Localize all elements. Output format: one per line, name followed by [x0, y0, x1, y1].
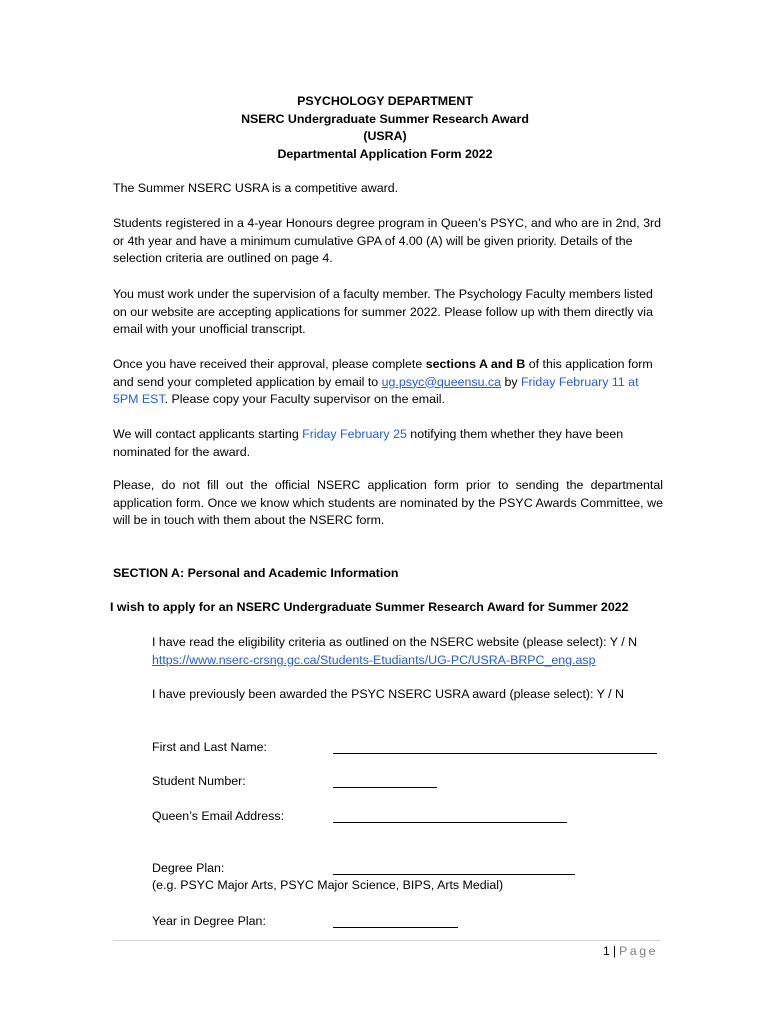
p4-text-b: of this application form and send your completed application by email to	[113, 357, 653, 389]
nserc-eligibility-link[interactable]: https://www.nserc-crsng.gc.ca/Students-Etudiants/UG-PC/USRA-BRPC_eng.asp	[152, 653, 596, 667]
footer-separator: |	[612, 944, 617, 958]
intro-paragraph-6: Please, do not fill out the official NSERC application form prior to sending the departmental application form. Once we know which students are nominated by the PSYC Awards Committee, we will be in touch with them about the NSERC form.	[113, 478, 663, 527]
form-heading	[0, 93, 770, 163]
name-label: First and Last Name:	[152, 740, 268, 754]
student-number-blank[interactable]	[333, 773, 437, 788]
department-title: PSYCHOLOGY DEPARTMENT	[297, 94, 473, 108]
intro-paragraph-4	[113, 356, 663, 409]
degree-plan-hint: (e.g. PSYC Major Arts, PSYC Major Science, BIPS, Arts Medial)	[152, 878, 504, 892]
p4-text-c: by	[501, 374, 521, 389]
year-label: Year in Degree Plan:	[152, 914, 266, 928]
email-label: Queen’s Email Address:	[152, 809, 285, 823]
intro-paragraph-5	[113, 426, 663, 461]
previous-award-question: I have previously been awarded the PSYC NSERC USRA award (please select): Y / N	[152, 687, 624, 701]
submission-email-link[interactable]: ug.psyc@queensu.ca	[381, 374, 501, 389]
footer-divider	[113, 940, 660, 941]
p4-text-d: . Please copy your Faculty supervisor on the email.	[164, 392, 445, 406]
page-footer	[603, 943, 658, 961]
email-blank[interactable]	[333, 808, 567, 823]
intro-paragraph-3: You must work under the supervision of a faculty member. The Psychology Faculty members listed on our website are accepting applications for summer 2022. Please follow up with them directly via email with your unofficial transcript.	[113, 287, 653, 336]
p4-text-a: Once you have received their approval, please complete	[113, 357, 426, 371]
award-acronym: (USRA)	[363, 129, 407, 144]
sections-highlight: sections A and B	[425, 357, 526, 371]
name-blank[interactable]	[333, 739, 657, 754]
page-number: 1	[602, 944, 610, 958]
p5-text-b: notifying them whether they have been nominated for the award.	[113, 427, 624, 459]
eligibility-question: I have read the eligibility criteria as outlined on the NSERC website (please select): Y / N	[152, 635, 638, 649]
intro-paragraph-2: Students registered in a 4-year Honours degree program in Queen’s PSYC, and who are in 2nd, 3rd or 4th year and have a minimum cumulative GPA of 4.00 (A) will be given priority. Details of the selection criteria are outlined on page 4.	[113, 216, 662, 265]
award-title: NSERC Undergraduate Summer Research Award	[241, 111, 529, 126]
form-title: Departmental Application Form 2022	[277, 146, 493, 161]
year-blank[interactable]	[333, 913, 458, 928]
intro-paragraph-1: The Summer NSERC USRA is a competitive award.	[113, 181, 399, 195]
section-a-title: SECTION A: Personal and Academic Information	[113, 566, 399, 580]
degree-plan-label: Degree Plan:	[152, 861, 225, 875]
page-word: Page	[619, 944, 658, 958]
student-number-label: Student Number:	[152, 774, 246, 788]
apply-statement: I wish to apply for an NSERC Undergraduate Summer Research Award for Summer 2022	[110, 600, 629, 614]
degree-plan-blank[interactable]	[333, 860, 575, 875]
p5-text-a: We will contact applicants starting	[113, 427, 303, 441]
contact-date: Friday February 25	[302, 427, 407, 441]
deadline-text: Friday February 11 at 5PM EST	[113, 374, 639, 406]
